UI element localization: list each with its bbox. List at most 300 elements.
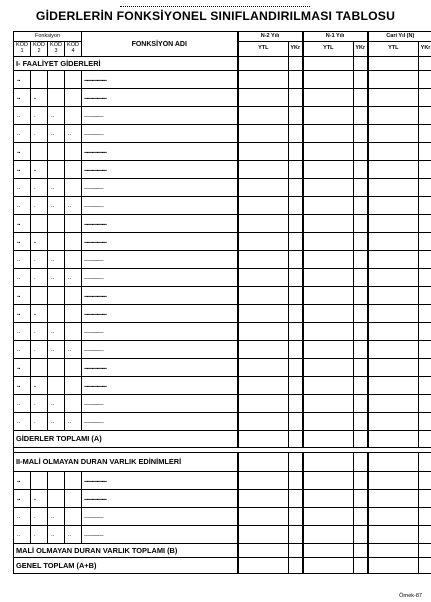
- mali-olmayan-n1-ykr-cell[interactable]: [354, 453, 368, 472]
- faaliyet-row-17-n1-ytl-cell[interactable]: [303, 359, 354, 377]
- faaliyet-row-12-n2-ytl-cell[interactable]: [238, 269, 289, 287]
- faaliyet-row-9-n1-ytl-cell[interactable]: [303, 215, 354, 233]
- table-row: [14, 251, 431, 269]
- mali-olmayan-row-1-current-ykr-cell[interactable]: [419, 472, 431, 490]
- table-row: [14, 197, 431, 215]
- mali-olmayan-row-3-n1-ykr-cell[interactable]: [354, 508, 368, 526]
- giderler-toplami-current-ytl-cell[interactable]: [368, 431, 419, 448]
- faaliyet-row-11-n1-ytl-cell[interactable]: [303, 251, 354, 269]
- faaliyet-row-8-n1-ytl-cell[interactable]: [303, 197, 354, 215]
- kod-2-cell: [31, 143, 48, 161]
- genel-toplam-n1-ytl-cell[interactable]: [303, 558, 354, 574]
- function-name-cell: ..................: [82, 269, 238, 287]
- faaliyet-row-9-n2-ytl-cell[interactable]: [238, 215, 289, 233]
- faaliyet-row-11-current-ykr-cell[interactable]: [419, 251, 431, 269]
- mali-olmayan-row-3-current-ykr-cell[interactable]: [419, 508, 431, 526]
- kod-1-cell: ..: [14, 287, 31, 305]
- mali-olmayan-row-1-n2-ytl-cell[interactable]: [238, 472, 289, 490]
- function-name-cell: ..................: [82, 233, 238, 251]
- kod-4-cell: [65, 395, 82, 413]
- kod-2-header: KOD 2: [31, 42, 48, 57]
- mali-olmayan-row-2-n2-ykr-cell[interactable]: [289, 490, 303, 508]
- mali-olmayan-row-4-n2-ykr-cell[interactable]: [289, 526, 303, 544]
- table-row: [14, 395, 431, 413]
- n1-ytl-header: YTL: [303, 42, 354, 57]
- faaliyet-row-6-n2-ytl-cell[interactable]: [238, 161, 289, 179]
- fonksiyon-adi-header: FONKSİYON ADI: [82, 32, 238, 57]
- faaliyet-row-18-n2-ytl-cell[interactable]: [238, 377, 289, 395]
- faaliyet-row-13-current-ykr-cell[interactable]: [419, 287, 431, 305]
- kod-2-cell: [31, 287, 48, 305]
- faaliyet-row-20-n1-ytl-cell[interactable]: [303, 413, 354, 431]
- faaliyet-row-1-n1-ytl-cell[interactable]: [303, 71, 354, 89]
- section-title-mali-olmayan-toplami: MALİ OLMAYAN DURAN VARLIK TOPLAMI (B): [14, 544, 238, 558]
- giderler-toplami-current-ykr-cell[interactable]: [419, 431, 431, 448]
- section-title-genel-toplam: GENEL TOPLAM (A+B): [14, 558, 238, 574]
- faaliyet-row-10-current-ytl-cell[interactable]: [368, 233, 419, 251]
- function-name-cell: ..................: [82, 251, 238, 269]
- table-row: [14, 472, 431, 490]
- faaliyet-row-8-current-ykr-cell[interactable]: [419, 197, 431, 215]
- table-row: [14, 508, 431, 526]
- faaliyet-row-20-n1-ykr-cell[interactable]: [354, 413, 368, 431]
- faaliyet-row-7-n2-ytl-cell[interactable]: [238, 179, 289, 197]
- function-name-cell: ..................: [82, 287, 238, 305]
- faaliyet-row-19-current-ykr-cell[interactable]: [419, 395, 431, 413]
- faaliyet-row-3-n2-ytl-cell[interactable]: [238, 107, 289, 125]
- faaliyet-row-17-n2-ytl-cell[interactable]: [238, 359, 289, 377]
- faaliyet-row-17-current-ytl-cell[interactable]: [368, 359, 419, 377]
- kod-3-cell: [48, 305, 65, 323]
- kod-2-cell: .: [31, 490, 48, 508]
- function-name-cell: ..................: [82, 508, 238, 526]
- table-row: [14, 287, 431, 305]
- kod-3-cell: [48, 377, 65, 395]
- faaliyet-row-16-n1-ykr-cell[interactable]: [354, 341, 368, 359]
- faaliyet-row-11-current-ytl-cell[interactable]: [368, 251, 419, 269]
- faaliyet-row-8-n2-ytl-cell[interactable]: [238, 197, 289, 215]
- mali-olmayan-row-4-n2-ytl-cell[interactable]: [238, 526, 289, 544]
- function-name-cell: ..................: [82, 305, 238, 323]
- mali-olmayan-row-3-n1-ytl-cell[interactable]: [303, 508, 354, 526]
- kod-4-cell: [65, 179, 82, 197]
- faaliyet-row-12-current-ykr-cell[interactable]: [419, 269, 431, 287]
- kod-3-cell: [48, 490, 65, 508]
- kod-2-cell: .: [31, 179, 48, 197]
- kod-4-cell: [65, 233, 82, 251]
- mali-olmayan-row-2-n2-ytl-cell[interactable]: [238, 490, 289, 508]
- mali-olmayan-current-ykr-cell[interactable]: [419, 453, 431, 472]
- function-name-cell: ..................: [82, 125, 238, 143]
- table-row: [14, 526, 431, 544]
- faaliyet-row-19-current-ytl-cell[interactable]: [368, 395, 419, 413]
- faaliyet-row-12-n1-ytl-cell[interactable]: [303, 269, 354, 287]
- kod-4-cell: [65, 323, 82, 341]
- giderler-toplami-n2-ytl-cell[interactable]: [238, 431, 289, 448]
- mali-olmayan-toplami-n2-ykr-cell[interactable]: [289, 544, 303, 558]
- faaliyet-row-7-n1-ykr-cell[interactable]: [354, 179, 368, 197]
- faaliyet-row-13-n1-ykr-cell[interactable]: [354, 287, 368, 305]
- kod-4-cell: [65, 215, 82, 233]
- function-name-cell: ..................: [82, 341, 238, 359]
- kod-1-cell: ..: [14, 490, 31, 508]
- faaliyet-row-5-n1-ytl-cell[interactable]: [303, 143, 354, 161]
- faaliyet-row-10-n2-ytl-cell[interactable]: [238, 233, 289, 251]
- table-row: [14, 125, 431, 143]
- mali-olmayan-n2-ytl-cell[interactable]: [238, 453, 289, 472]
- n1-ykr-header: YKr: [354, 42, 368, 57]
- fonksiyon-header: Fonksiyon: [14, 32, 82, 42]
- faaliyet-row-1-current-ykr-cell[interactable]: [419, 71, 431, 89]
- faaliyet-row-13-current-ytl-cell[interactable]: [368, 287, 419, 305]
- kod-1-cell: ..: [14, 107, 31, 125]
- genel-toplam-n1-ykr-cell[interactable]: [354, 558, 368, 574]
- faaliyet-row-1-n2-ytl-cell[interactable]: [238, 71, 289, 89]
- kod-1-cell: ..: [14, 251, 31, 269]
- function-name-cell: ..................: [82, 179, 238, 197]
- faaliyet-row-10-n2-ykr-cell[interactable]: [289, 233, 303, 251]
- section-title-faaliyet: I- FAALİYET GİDERLERİ: [14, 57, 238, 71]
- faaliyet-row-5-n2-ytl-cell[interactable]: [238, 143, 289, 161]
- faaliyet-row-8-n1-ykr-cell[interactable]: [354, 197, 368, 215]
- kod-4-cell: [65, 490, 82, 508]
- faaliyet-row-5-current-ytl-cell[interactable]: [368, 143, 419, 161]
- faaliyet-row-17-n2-ykr-cell[interactable]: [289, 359, 303, 377]
- kod-4-cell: [65, 305, 82, 323]
- faaliyet-row-3-n1-ytl-cell[interactable]: [303, 107, 354, 125]
- kod-2-cell: [31, 472, 48, 490]
- kod-3-cell: [48, 161, 65, 179]
- faaliyet-row-8-current-ytl-cell[interactable]: [368, 197, 419, 215]
- kod-2-cell: .: [31, 341, 48, 359]
- faaliyet-row-14-current-ytl-cell[interactable]: [368, 305, 419, 323]
- mali-olmayan-row-4-n1-ykr-cell[interactable]: [354, 526, 368, 544]
- kod-2-cell: .: [31, 269, 48, 287]
- faaliyet-row-19-n2-ykr-cell[interactable]: [289, 395, 303, 413]
- faaliyet-row-3-current-ykr-cell[interactable]: [419, 107, 431, 125]
- kod-3-cell: [48, 472, 65, 490]
- section-row-faaliyet: [14, 57, 431, 71]
- faaliyet-row-3-current-ytl-cell[interactable]: [368, 107, 419, 125]
- faaliyet-row-6-n1-ykr-cell[interactable]: [354, 161, 368, 179]
- kod-3-cell: ..: [48, 413, 65, 431]
- faaliyet-row-11-n2-ykr-cell[interactable]: [289, 251, 303, 269]
- genel-toplam-current-ykr-cell[interactable]: [419, 558, 431, 574]
- faaliyet-row-6-n2-ykr-cell[interactable]: [289, 161, 303, 179]
- faaliyet-row-15-n1-ykr-cell[interactable]: [354, 323, 368, 341]
- faaliyet-row-5-n1-ykr-cell[interactable]: [354, 143, 368, 161]
- kod-1-cell: ..: [14, 395, 31, 413]
- kod-3-cell: [48, 89, 65, 107]
- faaliyet-row-9-current-ykr-cell[interactable]: [419, 215, 431, 233]
- giderler-toplami-n1-ytl-cell[interactable]: [303, 431, 354, 448]
- functional-classification-table: [13, 31, 431, 574]
- faaliyet-row-9-n2-ykr-cell[interactable]: [289, 215, 303, 233]
- kod-1-cell: ..: [14, 341, 31, 359]
- kod-1-cell: ..: [14, 377, 31, 395]
- faaliyet-row-19-n1-ytl-cell[interactable]: [303, 395, 354, 413]
- mali-olmayan-row-2-current-ytl-cell[interactable]: [368, 490, 419, 508]
- mali-olmayan-row-3-n2-ykr-cell[interactable]: [289, 508, 303, 526]
- faaliyet-row-16-current-ytl-cell[interactable]: [368, 341, 419, 359]
- faaliyet-row-6-current-ytl-cell[interactable]: [368, 161, 419, 179]
- table-row: [14, 359, 431, 377]
- faaliyet-row-20-n2-ykr-cell[interactable]: [289, 413, 303, 431]
- kod-2-cell: .: [31, 377, 48, 395]
- faaliyet-row-4-n1-ytl-cell[interactable]: [303, 125, 354, 143]
- mali-olmayan-row-1-n2-ykr-cell[interactable]: [289, 472, 303, 490]
- kod-4-header: KOD 4: [65, 42, 82, 57]
- mali-olmayan-row-1-current-ytl-cell[interactable]: [368, 472, 419, 490]
- section-title-giderler-toplami: GİDERLER TOPLAMI (A): [14, 431, 238, 448]
- faaliyet-row-15-n2-ykr-cell[interactable]: [289, 323, 303, 341]
- kod-3-cell: ..: [48, 197, 65, 215]
- table-row: [14, 215, 431, 233]
- faaliyet-row-9-n1-ykr-cell[interactable]: [354, 215, 368, 233]
- faaliyet-row-6-n1-ytl-cell[interactable]: [303, 161, 354, 179]
- faaliyet-row-10-n1-ytl-cell[interactable]: [303, 233, 354, 251]
- kod-4-cell: ..: [65, 197, 82, 215]
- kod-1-cell: ..: [14, 233, 31, 251]
- faaliyet-row-19-n2-ytl-cell[interactable]: [238, 395, 289, 413]
- kod-1-cell: ..: [14, 508, 31, 526]
- faaliyet-row-12-n1-ykr-cell[interactable]: [354, 269, 368, 287]
- table-row: [14, 377, 431, 395]
- kod-1-cell: ..: [14, 305, 31, 323]
- mali-olmayan-row-4-n1-ytl-cell[interactable]: [303, 526, 354, 544]
- table-row: [14, 89, 431, 107]
- faaliyet-row-14-current-ykr-cell[interactable]: [419, 305, 431, 323]
- kod-4-cell: [65, 107, 82, 125]
- mali-olmayan-row-2-current-ykr-cell[interactable]: [419, 490, 431, 508]
- faaliyet-row-8-n2-ykr-cell[interactable]: [289, 197, 303, 215]
- faaliyet-row-14-n1-ykr-cell[interactable]: [354, 305, 368, 323]
- faaliyet-row-2-n1-ytl-cell[interactable]: [303, 89, 354, 107]
- faaliyet-row-18-n1-ytl-cell[interactable]: [303, 377, 354, 395]
- mali-olmayan-row-1-n1-ytl-cell[interactable]: [303, 472, 354, 490]
- mali-olmayan-toplami-current-ytl-cell[interactable]: [368, 544, 419, 558]
- genel-toplam-current-ytl-cell[interactable]: [368, 558, 419, 574]
- mali-olmayan-n1-ytl-cell[interactable]: [303, 453, 354, 472]
- faaliyet-row-17-n1-ykr-cell[interactable]: [354, 359, 368, 377]
- mali-olmayan-row-3-n2-ytl-cell[interactable]: [238, 508, 289, 526]
- kod-1-cell: ..: [14, 89, 31, 107]
- faaliyet-row-4-n2-ytl-cell[interactable]: [238, 125, 289, 143]
- faaliyet-row-14-n1-ytl-cell[interactable]: [303, 305, 354, 323]
- page-title: GİDERLERİN FONKSİYONEL SINIFLANDIRILMASI TABLOSU: [35, 9, 396, 23]
- faaliyet-row-18-current-ykr-cell[interactable]: [419, 377, 431, 395]
- kod-2-cell: .: [31, 413, 48, 431]
- faaliyet-row-3-n1-ykr-cell[interactable]: [354, 107, 368, 125]
- kod-4-cell: [65, 251, 82, 269]
- faaliyet-row-11-n2-ytl-cell[interactable]: [238, 251, 289, 269]
- faaliyet-row-4-current-ytl-cell[interactable]: [368, 125, 419, 143]
- current-ytl-header: YTL: [368, 42, 419, 57]
- faaliyet-row-20-current-ytl-cell[interactable]: [368, 413, 419, 431]
- kod-2-cell: [31, 71, 48, 89]
- kod-2-cell: .: [31, 305, 48, 323]
- kod-3-cell: ..: [48, 125, 65, 143]
- faaliyet-row-2-current-ytl-cell[interactable]: [368, 89, 419, 107]
- faaliyet-row-3-n2-ykr-cell[interactable]: [289, 107, 303, 125]
- kod-1-cell: ..: [14, 472, 31, 490]
- kod-2-cell: .: [31, 323, 48, 341]
- faaliyet-row-7-n2-ykr-cell[interactable]: [289, 179, 303, 197]
- kod-1-cell: ..: [14, 179, 31, 197]
- faaliyet-row-1-n2-ykr-cell[interactable]: [289, 71, 303, 89]
- kod-2-cell: .: [31, 107, 48, 125]
- faaliyet-row-10-current-ykr-cell[interactable]: [419, 233, 431, 251]
- kod-1-cell: ..: [14, 125, 31, 143]
- giderler-toplami-n2-ykr-cell[interactable]: [289, 431, 303, 448]
- kod-4-cell: [65, 71, 82, 89]
- giderler-toplami-n1-ykr-cell[interactable]: [354, 431, 368, 448]
- kod-2-cell: .: [31, 395, 48, 413]
- kod-4-cell: [65, 89, 82, 107]
- genel-toplam-n2-ytl-cell[interactable]: [238, 558, 289, 574]
- kod-3-cell: [48, 359, 65, 377]
- faaliyet-row-9-current-ytl-cell[interactable]: [368, 215, 419, 233]
- kod-3-cell: ..: [48, 269, 65, 287]
- mali-olmayan-row-1-n1-ykr-cell[interactable]: [354, 472, 368, 490]
- kod-3-cell: [48, 71, 65, 89]
- table-row: [14, 143, 431, 161]
- table-row: [14, 71, 431, 89]
- faaliyet-row-4-n1-ykr-cell[interactable]: [354, 125, 368, 143]
- faaliyet-row-2-n2-ykr-cell[interactable]: [289, 89, 303, 107]
- function-name-cell: ..................: [82, 413, 238, 431]
- faaliyet-row-15-current-ykr-cell[interactable]: [419, 323, 431, 341]
- top-dotted-line: [120, 2, 310, 7]
- n2-ykr-header: YKr: [289, 42, 303, 57]
- faaliyet-row-10-n1-ykr-cell[interactable]: [354, 233, 368, 251]
- kod-4-cell: ..: [65, 526, 82, 544]
- kod-4-cell: ..: [65, 413, 82, 431]
- faaliyet-row-16-current-ykr-cell[interactable]: [419, 341, 431, 359]
- faaliyet-row-16-n1-ytl-cell[interactable]: [303, 341, 354, 359]
- faaliyet-row-2-n2-ytl-cell[interactable]: [238, 89, 289, 107]
- faaliyet-row-5-n2-ykr-cell[interactable]: [289, 143, 303, 161]
- kod-1-header: KOD 1: [14, 42, 31, 57]
- faaliyet-row-13-n2-ytl-cell[interactable]: [238, 287, 289, 305]
- faaliyet-row-13-n1-ytl-cell[interactable]: [303, 287, 354, 305]
- section-row-mali-olmayan-toplami: [14, 544, 431, 558]
- table-row: [14, 269, 431, 287]
- faaliyet-row-20-current-ykr-cell[interactable]: [419, 413, 431, 431]
- faaliyet-row-18-n2-ykr-cell[interactable]: [289, 377, 303, 395]
- faaliyet-row-12-n2-ykr-cell[interactable]: [289, 269, 303, 287]
- kod-4-cell: [65, 161, 82, 179]
- example-number: Örnek-87: [399, 593, 422, 599]
- table-row: [14, 341, 431, 359]
- faaliyet-row-16-n2-ykr-cell[interactable]: [289, 341, 303, 359]
- function-name-cell: ..................: [82, 490, 238, 508]
- faaliyet-row-7-current-ykr-cell[interactable]: [419, 179, 431, 197]
- function-name-cell: ..................: [82, 323, 238, 341]
- table-row: [14, 179, 431, 197]
- faaliyet-row-4-current-ykr-cell[interactable]: [419, 125, 431, 143]
- kod-2-cell: .: [31, 251, 48, 269]
- kod-1-cell: ..: [14, 143, 31, 161]
- faaliyet-row-1-n1-ykr-cell[interactable]: [354, 71, 368, 89]
- kod-3-header: KOD 3: [48, 42, 65, 57]
- kod-1-cell: ..: [14, 413, 31, 431]
- faaliyet-row-12-current-ytl-cell[interactable]: [368, 269, 419, 287]
- mali-olmayan-row-4-current-ytl-cell[interactable]: [368, 526, 419, 544]
- genel-toplam-n2-ykr-cell[interactable]: [289, 558, 303, 574]
- faaliyet-row-14-n2-ytl-cell[interactable]: [238, 305, 289, 323]
- faaliyet-row-2-n1-ykr-cell[interactable]: [354, 89, 368, 107]
- faaliyet-row-11-n1-ykr-cell[interactable]: [354, 251, 368, 269]
- mali-olmayan-toplami-n1-ytl-cell[interactable]: [303, 544, 354, 558]
- faaliyet-row-15-n2-ytl-cell[interactable]: [238, 323, 289, 341]
- kod-4-cell: ..: [65, 341, 82, 359]
- faaliyet-row-7-n1-ytl-cell[interactable]: [303, 179, 354, 197]
- faaliyet-row-18-current-ytl-cell[interactable]: [368, 377, 419, 395]
- kod-3-cell: ..: [48, 179, 65, 197]
- n2-ytl-header: YTL: [238, 42, 289, 57]
- mali-olmayan-toplami-current-ykr-cell[interactable]: [419, 544, 431, 558]
- kod-2-cell: .: [31, 89, 48, 107]
- faaliyet-row-14-n2-ykr-cell[interactable]: [289, 305, 303, 323]
- kod-3-cell: ..: [48, 395, 65, 413]
- n1-year-header: N-1 Yılı: [303, 32, 368, 42]
- kod-3-cell: ..: [48, 508, 65, 526]
- faaliyet-row-15-current-ytl-cell[interactable]: [368, 323, 419, 341]
- kod-3-cell: ..: [48, 526, 65, 544]
- kod-3-cell: ..: [48, 251, 65, 269]
- faaliyet-row-18-n1-ykr-cell[interactable]: [354, 377, 368, 395]
- mali-olmayan-toplami-n1-ykr-cell[interactable]: [354, 544, 368, 558]
- faaliyet-row-6-current-ykr-cell[interactable]: [419, 161, 431, 179]
- mali-olmayan-row-3-current-ytl-cell[interactable]: [368, 508, 419, 526]
- kod-1-cell: ..: [14, 359, 31, 377]
- mali-olmayan-current-ytl-cell[interactable]: [368, 453, 419, 472]
- faaliyet-row-17-current-ykr-cell[interactable]: [419, 359, 431, 377]
- mali-olmayan-n2-ykr-cell[interactable]: [289, 453, 303, 472]
- faaliyet-row-19-n1-ykr-cell[interactable]: [354, 395, 368, 413]
- kod-2-cell: .: [31, 233, 48, 251]
- faaliyet-row-1-current-ytl-cell[interactable]: [368, 71, 419, 89]
- kod-3-cell: ..: [48, 323, 65, 341]
- kod-2-cell: .: [31, 526, 48, 544]
- faaliyet-row-4-n2-ykr-cell[interactable]: [289, 125, 303, 143]
- faaliyet-row-2-current-ykr-cell[interactable]: [419, 89, 431, 107]
- kod-4-cell: ..: [65, 269, 82, 287]
- faaliyet-row-16-n2-ytl-cell[interactable]: [238, 341, 289, 359]
- table-row: [14, 490, 431, 508]
- faaliyet-row-20-n2-ytl-cell[interactable]: [238, 413, 289, 431]
- faaliyet-row-15-n1-ytl-cell[interactable]: [303, 323, 354, 341]
- function-name-cell: ..................: [82, 143, 238, 161]
- function-name-cell: ..................: [82, 107, 238, 125]
- function-name-cell: ..................: [82, 161, 238, 179]
- faaliyet-row-13-n2-ykr-cell[interactable]: [289, 287, 303, 305]
- table-row: [14, 161, 431, 179]
- section-row-mali-olmayan: [14, 453, 431, 472]
- mali-olmayan-row-2-n1-ytl-cell[interactable]: [303, 490, 354, 508]
- kod-3-cell: [48, 143, 65, 161]
- function-name-cell: ..................: [82, 359, 238, 377]
- kod-1-cell: ..: [14, 269, 31, 287]
- section-row-genel-toplam: [14, 558, 431, 574]
- mali-olmayan-row-4-current-ykr-cell[interactable]: [419, 526, 431, 544]
- faaliyet-row-5-current-ykr-cell[interactable]: [419, 143, 431, 161]
- mali-olmayan-row-2-n1-ykr-cell[interactable]: [354, 490, 368, 508]
- kod-1-cell: ..: [14, 323, 31, 341]
- mali-olmayan-toplami-n2-ytl-cell[interactable]: [238, 544, 289, 558]
- faaliyet-row-7-current-ytl-cell[interactable]: [368, 179, 419, 197]
